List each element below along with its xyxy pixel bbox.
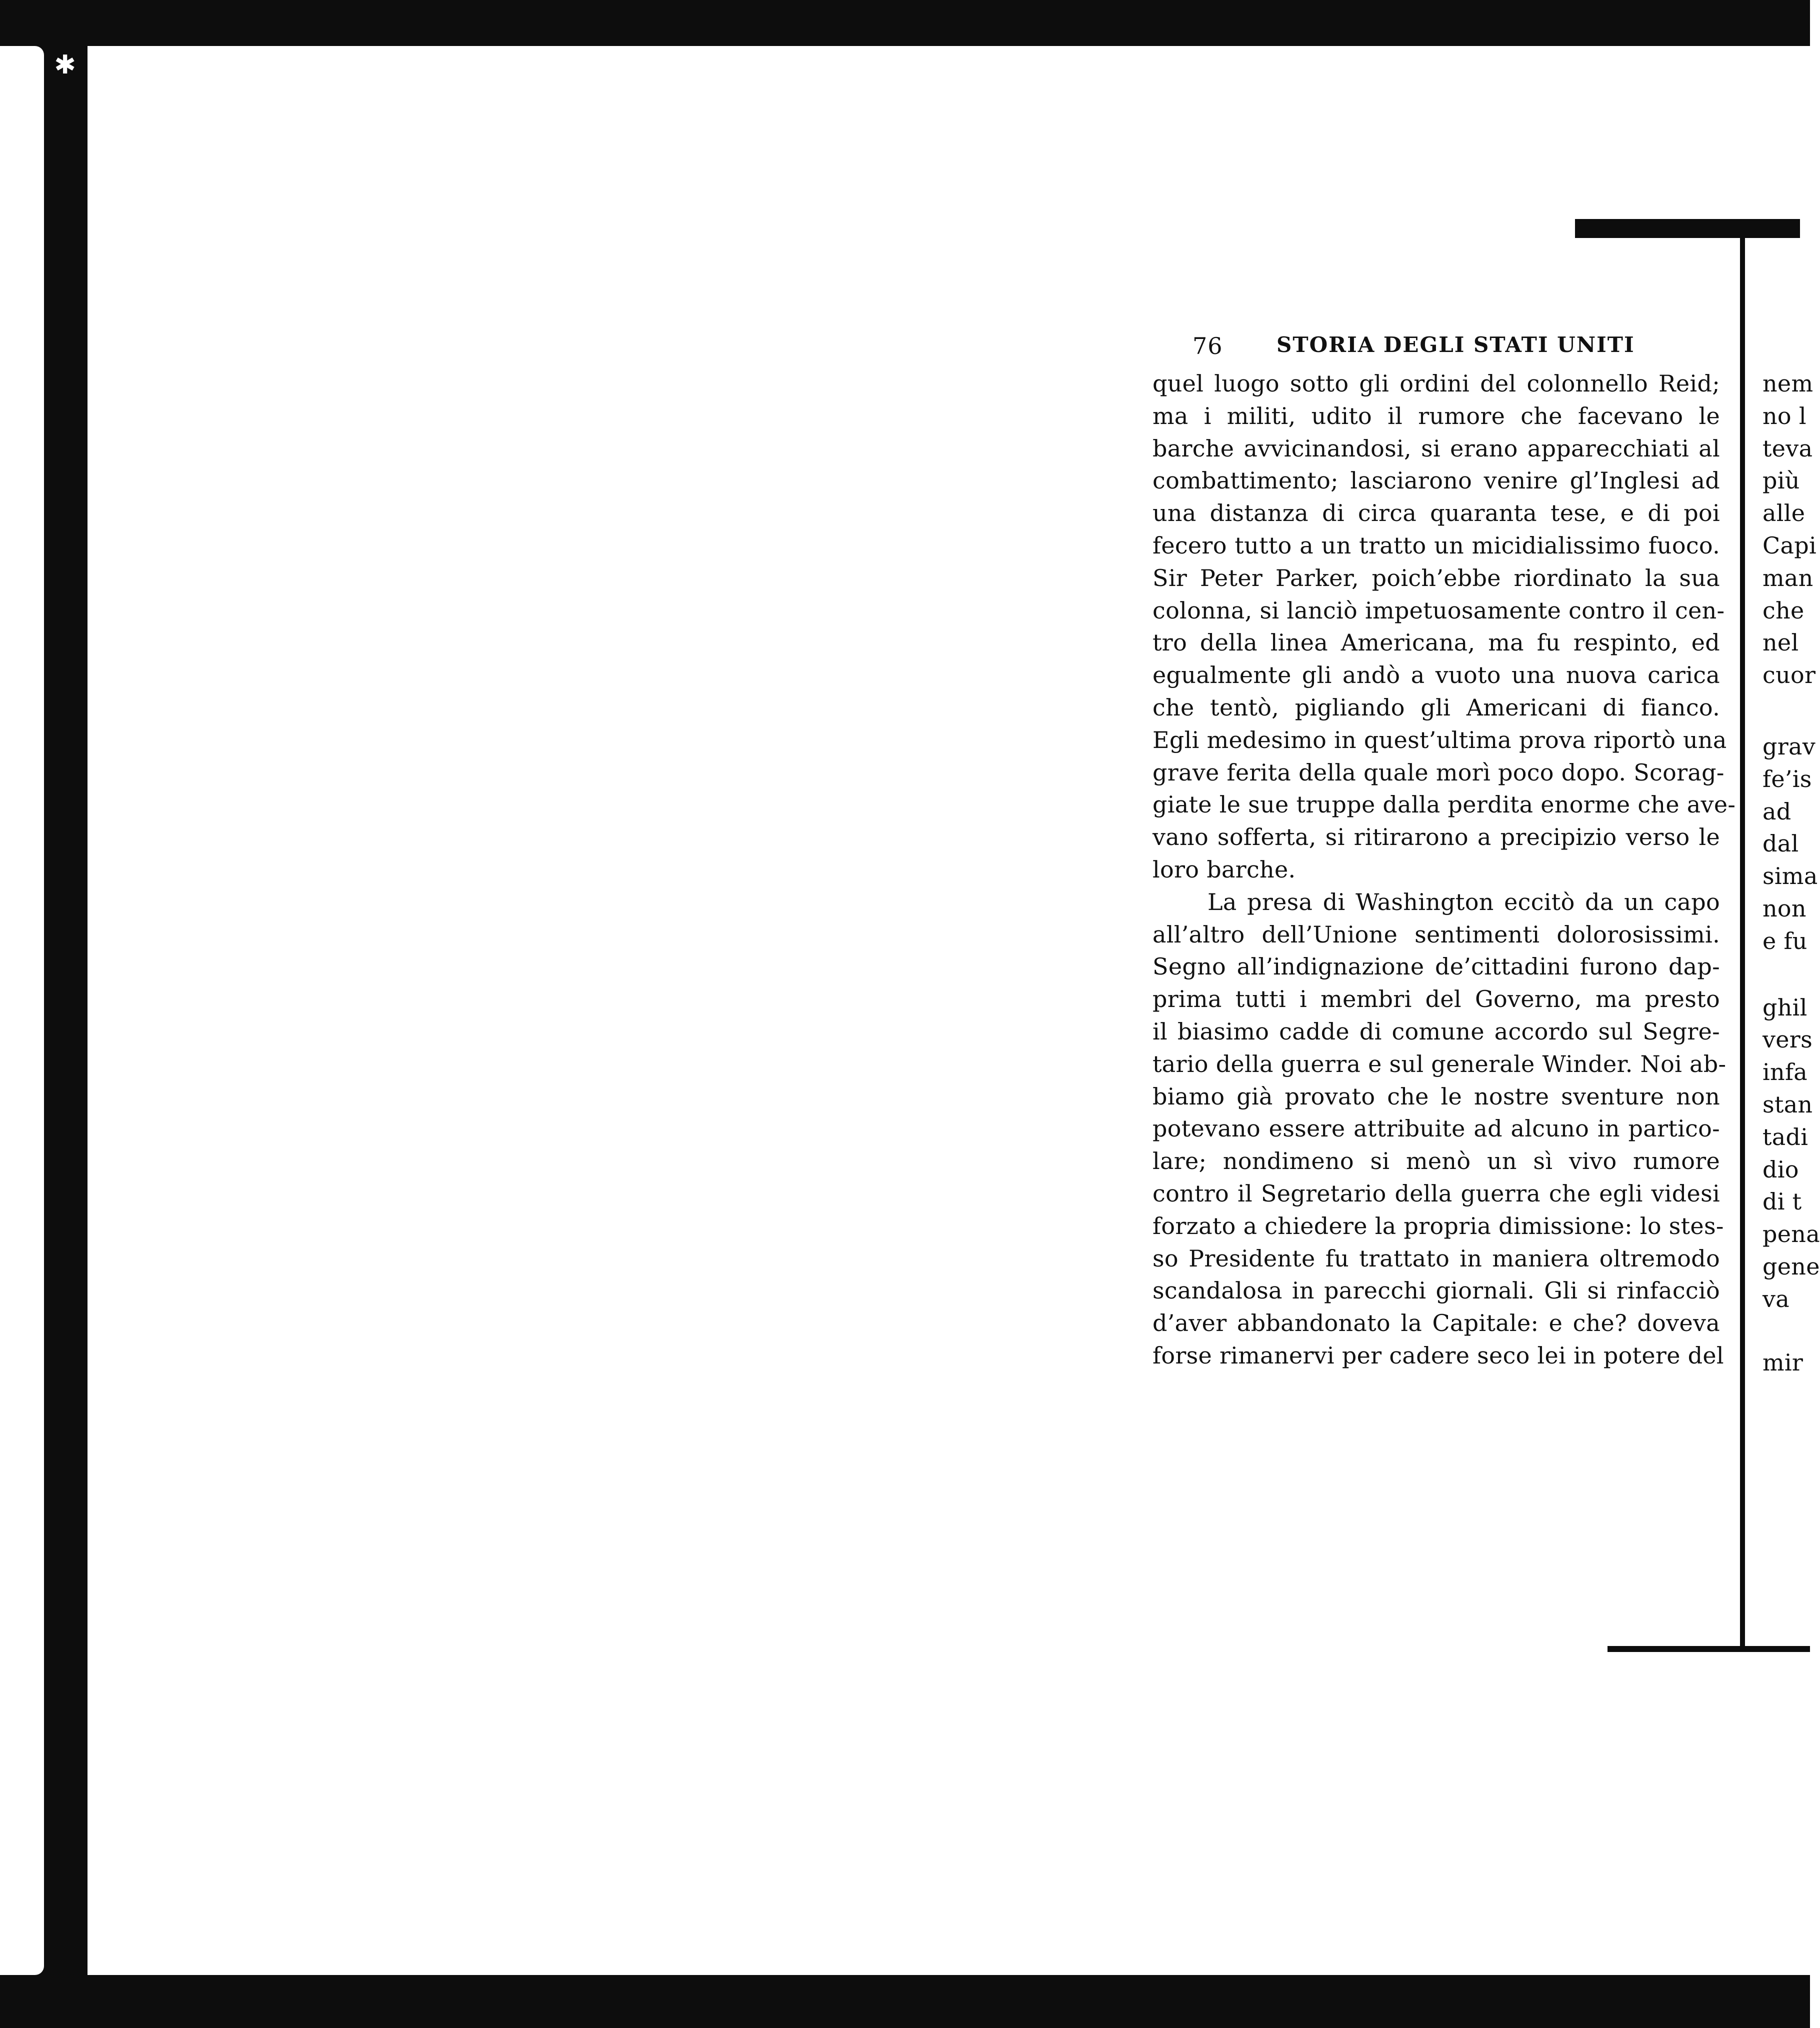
text-line: che tentò, pigliando gli Americani di fianco.: [1152, 694, 1720, 721]
paragraph-1: [1152, 368, 1736, 886]
running-title: STORIA DEGLI STATI UNITI: [1276, 332, 1635, 357]
facing-line: cuor: [1762, 662, 1816, 689]
facing-line: grav: [1762, 732, 1816, 760]
text-line: combattimento; lasciarono venire gl’Inglesi ad: [1152, 467, 1720, 494]
facing-line: no l: [1762, 402, 1806, 430]
text-line: il biasimo cadde di comune accordo sul Segre-: [1152, 1018, 1720, 1045]
text-line: contro il Segretario della guerra che egli videsi: [1152, 1180, 1720, 1207]
scan-margin-strip: [0, 46, 44, 1975]
facing-line: stan: [1762, 1090, 1813, 1118]
scan-corner-mark-icon: ✱: [54, 50, 76, 80]
facing-line: va: [1762, 1285, 1790, 1312]
facing-line: nem: [1762, 370, 1814, 397]
facing-line: ad: [1762, 798, 1792, 825]
facing-line: non: [1762, 894, 1806, 922]
text-line: Segno all’indignazione de’cittadini furono dap-: [1152, 953, 1720, 980]
text-line: loro barche.: [1152, 856, 1296, 883]
text-line: biamo già provato che le nostre sventure non: [1152, 1082, 1720, 1110]
text-line: scandalosa in parecchi giornali. Gli si rinfacciò: [1152, 1277, 1720, 1304]
text-line: egualmente gli andò a vuoto una nuova carica: [1152, 662, 1720, 689]
text-line: ma i militi, udito il rumore che facevano le: [1152, 402, 1720, 430]
text-line: forse rimanervi per cadere seco lei in potere del: [1152, 1342, 1724, 1369]
text-line: tario della guerra e sul generale Winder. Noi ab-: [1152, 1050, 1726, 1078]
page-header: [1192, 332, 1742, 368]
text-line: giate le sue truppe dalla perdita enorme che ave-: [1152, 791, 1736, 818]
facing-line: vers: [1762, 1026, 1813, 1054]
facing-line: pena: [1762, 1220, 1820, 1248]
text-line: all’altro dell’Unione sentimenti dolorosissimi.: [1152, 920, 1720, 948]
facing-line: nel: [1762, 629, 1799, 656]
text-line: colonna, si lanciò impetuosamente contro il cen-: [1152, 596, 1725, 624]
facing-line: infa: [1762, 1058, 1808, 1086]
facing-line: mir: [1762, 1348, 1804, 1376]
text-line: grave ferita della quale morì poco dopo. Scorag-: [1152, 758, 1724, 786]
paragraph-2: [1152, 886, 1726, 1372]
facing-line: gene: [1762, 1252, 1820, 1280]
facing-line: alle: [1762, 500, 1806, 527]
facing-line: fe’is: [1762, 765, 1812, 792]
text-line: d’aver abbandonato la Capitale: e che? doveva: [1152, 1310, 1720, 1337]
binding-gutter-bottom: [1608, 1646, 1810, 1652]
facing-line: man: [1762, 564, 1814, 592]
text-line: lare; nondimeno si menò un sì vivo rumore: [1152, 1148, 1720, 1175]
facing-line: tadi: [1762, 1123, 1808, 1150]
text-column: [1152, 368, 1736, 1372]
text-line: La presa di Washington eccitò da un capo: [1208, 888, 1720, 916]
facing-line: dio: [1762, 1156, 1799, 1183]
scan-frame-top: [0, 0, 1810, 46]
facing-line: teva: [1762, 434, 1813, 462]
text-line: barche avvicinandosi, si erano apparecchiati al: [1152, 434, 1720, 462]
text-line: so Presidente fu trattato in maniera oltremodo: [1152, 1244, 1720, 1272]
facing-line: sima: [1762, 862, 1818, 890]
text-line: Egli medesimo in quest’ultima prova riportò una: [1152, 726, 1727, 754]
facing-line: e fu: [1762, 927, 1808, 954]
text-line: quel luogo sotto gli ordini del colonnello Reid;: [1152, 370, 1720, 397]
facing-line: Capi: [1762, 532, 1816, 559]
text-line: prima tutti i membri del Governo, ma presto: [1152, 986, 1720, 1013]
facing-line: dal: [1762, 830, 1799, 858]
binding-gutter-top: [1575, 219, 1800, 238]
text-line: tro della linea Americana, ma fu respinto, ed: [1152, 629, 1720, 656]
page-number: 76: [1192, 332, 1223, 360]
text-line: forzato a chiedere la propria dimissione: lo stes-: [1152, 1212, 1724, 1240]
text-line: Sir Peter Parker, poich’ebbe riordinato la sua: [1152, 564, 1720, 592]
scan-frame-bottom: [0, 1975, 1810, 2028]
facing-line: di t: [1762, 1188, 1802, 1216]
text-line: vano sofferta, si ritirarono a precipizio verso le: [1152, 824, 1720, 851]
facing-line: che: [1762, 596, 1804, 624]
text-line: potevano essere attribuite ad alcuno in partico-: [1152, 1115, 1720, 1142]
text-line: una distanza di circa quaranta tese, e di poi: [1152, 500, 1720, 527]
facing-line: ghil: [1762, 994, 1808, 1021]
text-line: fecero tutto a un tratto un micidialissimo fuoco.: [1152, 532, 1720, 559]
facing-line: più: [1762, 467, 1800, 494]
binding-gutter-line: [1740, 238, 1745, 1650]
facing-page-fragment: [1762, 368, 1820, 1378]
